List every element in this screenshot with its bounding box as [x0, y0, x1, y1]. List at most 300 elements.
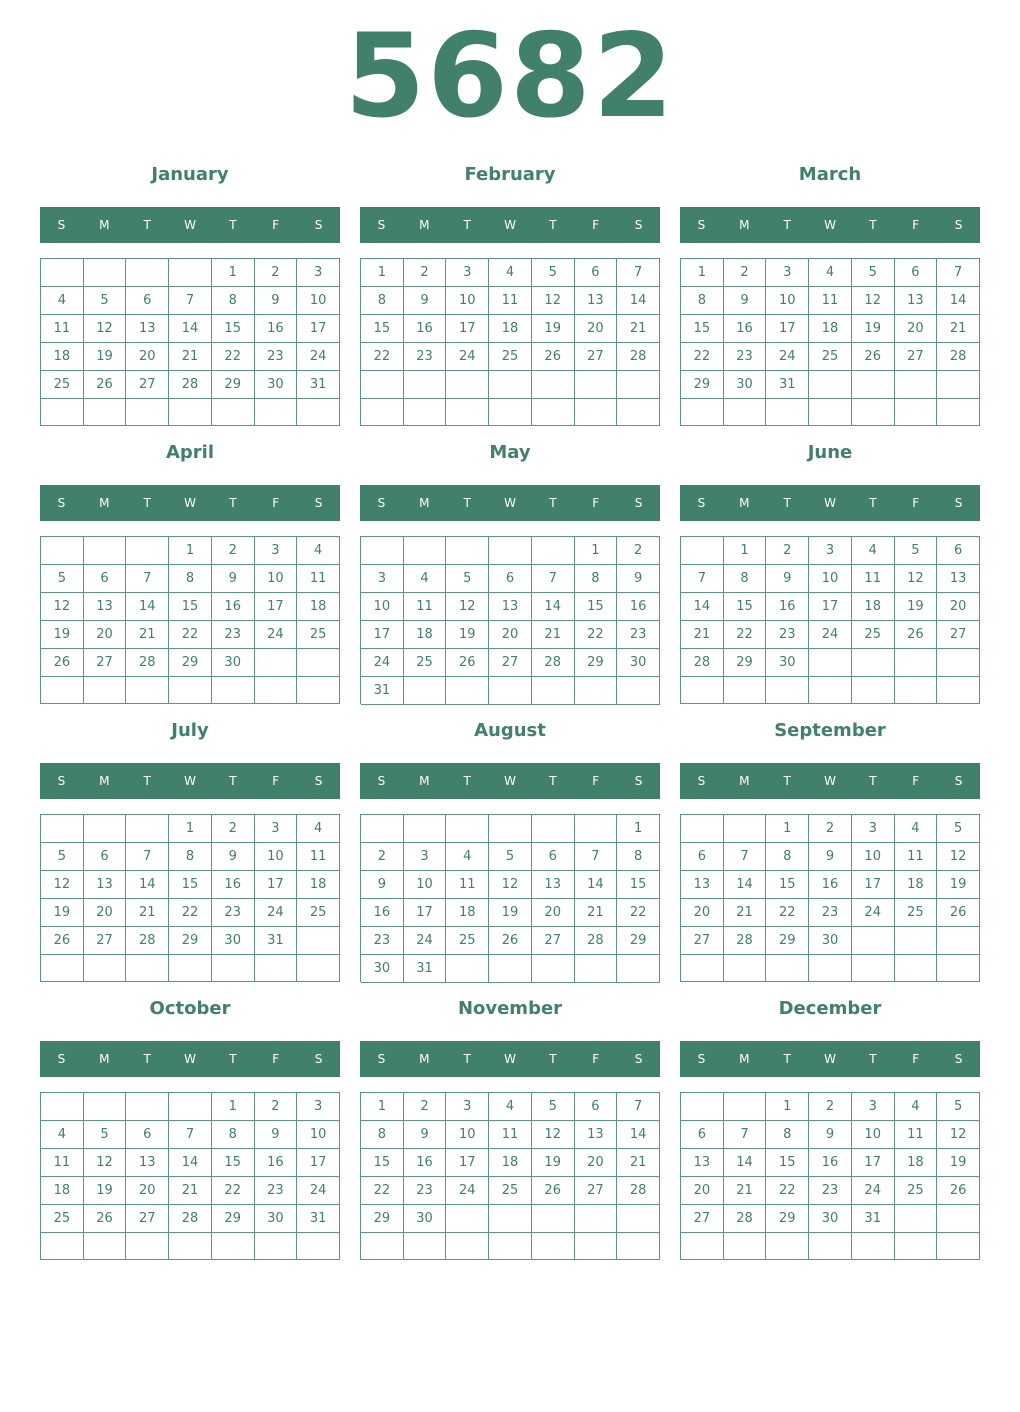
- day-cell: 29: [212, 1205, 255, 1233]
- empty-cell: [489, 955, 532, 983]
- month-april: [40, 438, 340, 708]
- day-cell: 27: [489, 649, 532, 677]
- day-cell: 4: [404, 565, 447, 593]
- day-cell: 14: [126, 871, 169, 899]
- day-cell: 16: [724, 315, 767, 343]
- day-cell: 26: [84, 1205, 127, 1233]
- day-cell: 2: [809, 815, 852, 843]
- empty-cell: [84, 815, 127, 843]
- empty-cell: [84, 537, 127, 565]
- empty-cell: [41, 815, 84, 843]
- empty-cell: [532, 955, 575, 983]
- day-cell: 10: [852, 1121, 895, 1149]
- month-name: April: [165, 442, 215, 463]
- month-february: [360, 160, 660, 430]
- empty-cell: [84, 399, 127, 426]
- empty-cell: [297, 677, 340, 704]
- empty-cell: [489, 537, 532, 565]
- day-cell: 14: [169, 315, 212, 343]
- day-cell: 14: [681, 593, 724, 621]
- day-cell: 23: [404, 343, 447, 371]
- day-cell: 9: [809, 843, 852, 871]
- month-may: [360, 438, 660, 708]
- weekday-label: F: [272, 496, 280, 510]
- empty-cell: [41, 537, 84, 565]
- empty-cell: [681, 1233, 724, 1260]
- day-cell: 13: [84, 871, 127, 899]
- day-cell: 29: [575, 649, 618, 677]
- empty-cell: [255, 1233, 298, 1260]
- weekday-label: T: [783, 774, 791, 788]
- day-cell: 2: [255, 259, 298, 287]
- day-cell: 23: [766, 621, 809, 649]
- day-cell: 15: [575, 593, 618, 621]
- day-cell: 22: [361, 1177, 404, 1205]
- day-cell: 4: [895, 1093, 938, 1121]
- day-cell: 9: [255, 1121, 298, 1149]
- empty-cell: [41, 955, 84, 982]
- weekday-label: S: [697, 774, 706, 788]
- empty-cell: [41, 1093, 84, 1121]
- weekday-label: W: [504, 218, 516, 232]
- day-cell: 4: [41, 1121, 84, 1149]
- weekday-label: T: [143, 1052, 151, 1066]
- empty-cell: [446, 1205, 489, 1233]
- weekday-label: F: [592, 1052, 600, 1066]
- day-grid: [360, 258, 660, 426]
- day-cell: 7: [126, 843, 169, 871]
- day-cell: 6: [489, 565, 532, 593]
- day-cell: 9: [212, 843, 255, 871]
- day-cell: 11: [446, 871, 489, 899]
- day-cell: 28: [617, 1177, 660, 1205]
- month-name: July: [171, 720, 209, 741]
- weekday-label: S: [697, 218, 706, 232]
- empty-cell: [446, 677, 489, 705]
- empty-cell: [446, 955, 489, 983]
- day-cell: 24: [809, 621, 852, 649]
- day-cell: 30: [255, 371, 298, 399]
- day-cell: 18: [41, 343, 84, 371]
- day-cell: 20: [84, 899, 127, 927]
- empty-cell: [937, 1205, 980, 1233]
- day-cell: 5: [532, 1093, 575, 1121]
- day-cell: 17: [446, 315, 489, 343]
- day-cell: 1: [766, 1093, 809, 1121]
- day-cell: 17: [852, 871, 895, 899]
- day-cell: 28: [937, 343, 980, 371]
- day-cell: 21: [617, 315, 660, 343]
- empty-cell: [489, 815, 532, 843]
- day-cell: 25: [41, 371, 84, 399]
- day-cell: 16: [361, 899, 404, 927]
- day-cell: 23: [724, 343, 767, 371]
- day-cell: 15: [212, 1149, 255, 1177]
- day-cell: 15: [212, 315, 255, 343]
- empty-cell: [937, 1233, 980, 1260]
- day-cell: 17: [766, 315, 809, 343]
- empty-cell: [212, 677, 255, 704]
- day-cell: 2: [361, 843, 404, 871]
- day-cell: 8: [361, 1121, 404, 1149]
- empty-cell: [489, 1233, 532, 1260]
- month-name: June: [807, 442, 853, 463]
- month-name: February: [464, 164, 556, 185]
- weekday-label: W: [184, 218, 196, 232]
- weekday-label: W: [824, 774, 836, 788]
- weekday-label: F: [272, 218, 280, 232]
- empty-cell: [809, 399, 852, 426]
- month-name: August: [474, 720, 546, 741]
- weekday-label: W: [504, 774, 516, 788]
- day-cell: 7: [937, 259, 980, 287]
- day-cell: 30: [255, 1205, 298, 1233]
- day-cell: 27: [84, 649, 127, 677]
- day-cell: 2: [404, 1093, 447, 1121]
- day-cell: 3: [404, 843, 447, 871]
- day-cell: 19: [937, 871, 980, 899]
- day-cell: 10: [404, 871, 447, 899]
- day-cell: 20: [532, 899, 575, 927]
- weekday-label: M: [99, 1052, 110, 1066]
- day-cell: 1: [361, 259, 404, 287]
- day-grid: [360, 814, 660, 982]
- day-cell: 11: [297, 843, 340, 871]
- weekday-label: T: [549, 1052, 557, 1066]
- day-cell: 12: [489, 871, 532, 899]
- day-cell: 18: [297, 871, 340, 899]
- day-cell: 25: [297, 899, 340, 927]
- day-cell: 10: [255, 565, 298, 593]
- day-cell: 13: [489, 593, 532, 621]
- day-grid: [680, 536, 980, 704]
- empty-cell: [255, 677, 298, 704]
- day-cell: 9: [766, 565, 809, 593]
- day-cell: 14: [126, 593, 169, 621]
- day-cell: 5: [937, 815, 980, 843]
- day-cell: 22: [681, 343, 724, 371]
- day-cell: 30: [404, 1205, 447, 1233]
- empty-cell: [297, 399, 340, 426]
- weekday-header: [360, 207, 660, 243]
- day-cell: 14: [724, 1149, 767, 1177]
- day-cell: 19: [489, 899, 532, 927]
- day-cell: 22: [361, 343, 404, 371]
- day-cell: 8: [724, 565, 767, 593]
- day-cell: 6: [126, 287, 169, 315]
- day-grid: [360, 1092, 660, 1260]
- day-cell: 16: [255, 1149, 298, 1177]
- day-cell: 29: [169, 649, 212, 677]
- day-cell: 24: [766, 343, 809, 371]
- day-cell: 17: [255, 871, 298, 899]
- day-cell: 20: [895, 315, 938, 343]
- empty-cell: [937, 677, 980, 704]
- day-cell: 21: [169, 343, 212, 371]
- empty-cell: [446, 371, 489, 399]
- weekday-label: F: [592, 218, 600, 232]
- day-cell: 30: [212, 649, 255, 677]
- day-cell: 1: [681, 259, 724, 287]
- day-cell: 15: [169, 593, 212, 621]
- empty-cell: [212, 955, 255, 982]
- empty-cell: [852, 955, 895, 982]
- empty-cell: [681, 955, 724, 982]
- day-cell: 5: [84, 287, 127, 315]
- day-cell: 14: [532, 593, 575, 621]
- empty-cell: [681, 815, 724, 843]
- empty-cell: [617, 399, 660, 427]
- day-cell: 10: [361, 593, 404, 621]
- day-cell: 23: [212, 621, 255, 649]
- day-cell: 22: [169, 899, 212, 927]
- day-cell: 11: [404, 593, 447, 621]
- weekday-label: W: [184, 1052, 196, 1066]
- empty-cell: [489, 371, 532, 399]
- day-cell: 16: [766, 593, 809, 621]
- day-cell: 26: [41, 649, 84, 677]
- day-cell: 1: [169, 815, 212, 843]
- empty-cell: [895, 927, 938, 955]
- day-cell: 4: [446, 843, 489, 871]
- day-cell: 27: [532, 927, 575, 955]
- day-cell: 11: [297, 565, 340, 593]
- empty-cell: [41, 677, 84, 704]
- empty-cell: [41, 259, 84, 287]
- weekday-label: M: [739, 496, 750, 510]
- weekday-label: S: [954, 774, 963, 788]
- day-cell: 31: [766, 371, 809, 399]
- day-cell: 18: [297, 593, 340, 621]
- day-cell: 15: [361, 315, 404, 343]
- empty-cell: [895, 955, 938, 982]
- day-cell: 21: [724, 1177, 767, 1205]
- day-cell: 12: [937, 1121, 980, 1149]
- empty-cell: [361, 399, 404, 427]
- weekday-label: S: [314, 1052, 323, 1066]
- day-cell: 31: [852, 1205, 895, 1233]
- day-cell: 27: [126, 371, 169, 399]
- empty-cell: [681, 537, 724, 565]
- weekday-label: M: [739, 1052, 750, 1066]
- day-cell: 3: [297, 1093, 340, 1121]
- day-cell: 7: [681, 565, 724, 593]
- empty-cell: [617, 371, 660, 399]
- day-cell: 25: [404, 649, 447, 677]
- day-cell: 14: [617, 287, 660, 315]
- weekday-label: S: [634, 1052, 643, 1066]
- day-cell: 15: [361, 1149, 404, 1177]
- day-cell: 6: [84, 843, 127, 871]
- month-november: [360, 994, 660, 1264]
- day-cell: 13: [937, 565, 980, 593]
- day-cell: 17: [852, 1149, 895, 1177]
- day-cell: 23: [255, 1177, 298, 1205]
- empty-cell: [126, 259, 169, 287]
- day-cell: 16: [212, 593, 255, 621]
- day-cell: 1: [617, 815, 660, 843]
- empty-cell: [532, 537, 575, 565]
- day-cell: 20: [126, 1177, 169, 1205]
- year-title: 5682: [344, 9, 676, 144]
- day-cell: 5: [852, 259, 895, 287]
- weekday-label: S: [377, 218, 386, 232]
- weekday-header: [360, 485, 660, 521]
- day-cell: 30: [361, 955, 404, 983]
- month-october: [40, 994, 340, 1264]
- weekday-header: [680, 1041, 980, 1077]
- day-cell: 2: [255, 1093, 298, 1121]
- day-cell: 30: [724, 371, 767, 399]
- weekday-label: S: [954, 1052, 963, 1066]
- empty-cell: [617, 1233, 660, 1260]
- weekday-label: F: [912, 218, 920, 232]
- day-cell: 3: [446, 1093, 489, 1121]
- day-cell: 2: [212, 815, 255, 843]
- day-cell: 20: [575, 1149, 618, 1177]
- day-cell: 17: [361, 621, 404, 649]
- day-cell: 6: [681, 1121, 724, 1149]
- weekday-label: T: [549, 496, 557, 510]
- day-cell: 22: [766, 1177, 809, 1205]
- day-cell: 11: [41, 315, 84, 343]
- weekday-label: S: [954, 218, 963, 232]
- day-cell: 10: [255, 843, 298, 871]
- day-cell: 31: [297, 371, 340, 399]
- day-cell: 19: [84, 1177, 127, 1205]
- day-cell: 24: [446, 1177, 489, 1205]
- weekday-label: S: [314, 774, 323, 788]
- weekday-label: W: [824, 218, 836, 232]
- empty-cell: [724, 399, 767, 426]
- day-cell: 25: [446, 927, 489, 955]
- month-name: November: [457, 998, 563, 1019]
- day-cell: 2: [766, 537, 809, 565]
- day-cell: 25: [489, 343, 532, 371]
- day-cell: 30: [809, 1205, 852, 1233]
- day-cell: 19: [446, 621, 489, 649]
- empty-cell: [212, 399, 255, 426]
- day-cell: 2: [404, 259, 447, 287]
- day-cell: 18: [489, 1149, 532, 1177]
- day-cell: 24: [255, 899, 298, 927]
- weekday-label: W: [504, 1052, 516, 1066]
- day-cell: 15: [724, 593, 767, 621]
- weekday-header: [40, 763, 340, 799]
- empty-cell: [446, 815, 489, 843]
- weekday-label: F: [592, 774, 600, 788]
- day-cell: 12: [937, 843, 980, 871]
- weekday-label: T: [143, 218, 151, 232]
- month-january: [40, 160, 340, 430]
- day-cell: 1: [212, 259, 255, 287]
- weekday-label: M: [419, 1052, 430, 1066]
- day-cell: 20: [126, 343, 169, 371]
- day-cell: 8: [617, 843, 660, 871]
- day-cell: 12: [41, 871, 84, 899]
- day-cell: 16: [809, 1149, 852, 1177]
- day-cell: 14: [575, 871, 618, 899]
- weekday-label: F: [912, 1052, 920, 1066]
- day-cell: 28: [169, 371, 212, 399]
- empty-cell: [681, 399, 724, 426]
- day-cell: 18: [895, 871, 938, 899]
- weekday-label: S: [697, 1052, 706, 1066]
- day-cell: 21: [937, 315, 980, 343]
- empty-cell: [255, 955, 298, 982]
- day-cell: 29: [212, 371, 255, 399]
- day-cell: 23: [255, 343, 298, 371]
- day-cell: 7: [724, 843, 767, 871]
- day-cell: 25: [41, 1205, 84, 1233]
- empty-cell: [575, 371, 618, 399]
- day-cell: 2: [617, 537, 660, 565]
- weekday-label: M: [739, 218, 750, 232]
- day-cell: 5: [532, 259, 575, 287]
- day-cell: 2: [724, 259, 767, 287]
- day-cell: 12: [41, 593, 84, 621]
- day-cell: 9: [617, 565, 660, 593]
- day-cell: 7: [575, 843, 618, 871]
- empty-cell: [84, 677, 127, 704]
- day-cell: 15: [681, 315, 724, 343]
- day-cell: 12: [532, 287, 575, 315]
- weekday-label: M: [99, 218, 110, 232]
- day-cell: 4: [489, 1093, 532, 1121]
- weekday-label: W: [824, 496, 836, 510]
- day-cell: 18: [895, 1149, 938, 1177]
- empty-cell: [126, 1093, 169, 1121]
- empty-cell: [361, 371, 404, 399]
- day-cell: 26: [489, 927, 532, 955]
- empty-cell: [489, 677, 532, 705]
- day-cell: 24: [852, 899, 895, 927]
- day-cell: 10: [852, 843, 895, 871]
- weekday-label: T: [143, 774, 151, 788]
- day-cell: 24: [446, 343, 489, 371]
- empty-cell: [169, 677, 212, 704]
- empty-cell: [766, 399, 809, 426]
- day-cell: 24: [852, 1177, 895, 1205]
- day-cell: 23: [404, 1177, 447, 1205]
- empty-cell: [404, 677, 447, 705]
- day-cell: 22: [212, 1177, 255, 1205]
- weekday-header: [360, 763, 660, 799]
- day-cell: 8: [169, 565, 212, 593]
- day-cell: 12: [532, 1121, 575, 1149]
- weekday-label: W: [184, 496, 196, 510]
- day-cell: 28: [126, 927, 169, 955]
- day-cell: 13: [126, 1149, 169, 1177]
- weekday-label: F: [912, 774, 920, 788]
- empty-cell: [446, 399, 489, 427]
- empty-cell: [766, 1233, 809, 1260]
- empty-cell: [681, 1093, 724, 1121]
- empty-cell: [575, 815, 618, 843]
- day-cell: 25: [489, 1177, 532, 1205]
- day-cell: 23: [212, 899, 255, 927]
- day-cell: 25: [809, 343, 852, 371]
- day-cell: 4: [852, 537, 895, 565]
- empty-cell: [617, 1205, 660, 1233]
- month-december: [680, 994, 980, 1264]
- empty-cell: [169, 1233, 212, 1260]
- month-july: [40, 716, 340, 986]
- day-grid: [360, 536, 660, 704]
- day-grid: [680, 258, 980, 426]
- weekday-label: T: [869, 496, 877, 510]
- day-cell: 5: [446, 565, 489, 593]
